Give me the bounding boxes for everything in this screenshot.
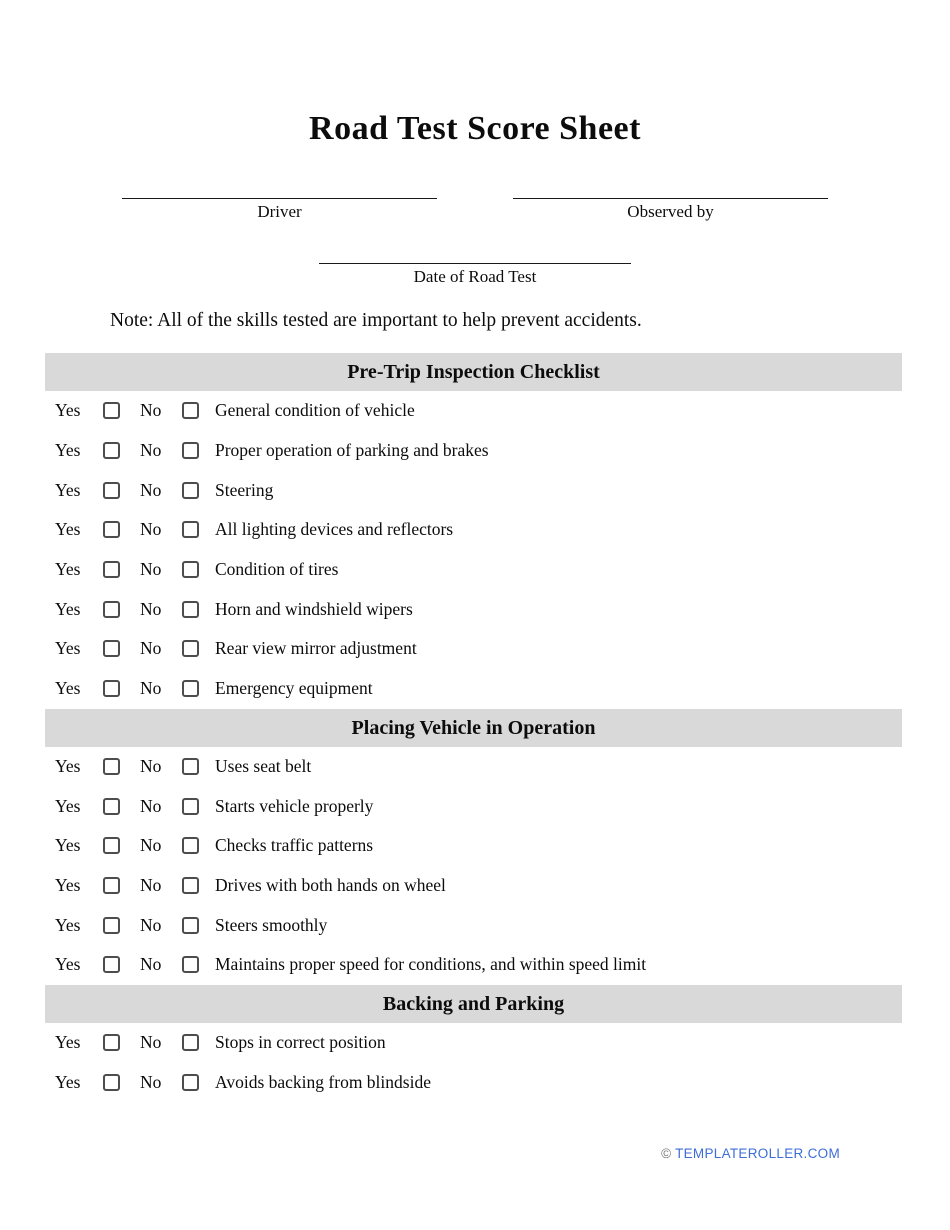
- yes-label: Yes: [55, 1031, 81, 1052]
- note-text: Note: All of the skills tested are important to help prevent accidents.: [110, 310, 642, 331]
- checklist-item-label: Avoids backing from blindside: [215, 1071, 431, 1092]
- checklist-row: [0, 431, 950, 471]
- yes-checkbox[interactable]: [103, 798, 120, 815]
- yes-checkbox[interactable]: [103, 837, 120, 854]
- no-label: No: [140, 755, 162, 776]
- checklist-item-label: Uses seat belt: [215, 755, 312, 776]
- yes-checkbox[interactable]: [103, 442, 120, 459]
- checklist-row: [0, 866, 950, 906]
- no-checkbox[interactable]: [182, 521, 199, 538]
- yes-label: Yes: [55, 400, 81, 421]
- no-label: No: [140, 678, 162, 699]
- checklist-row: [0, 826, 950, 866]
- no-checkbox[interactable]: [182, 917, 199, 934]
- no-label: No: [140, 795, 162, 816]
- checklist-item-label: Maintains proper speed for conditions, and within speed limit: [215, 954, 647, 975]
- no-checkbox[interactable]: [182, 877, 199, 894]
- no-label: No: [140, 954, 162, 975]
- no-checkbox[interactable]: [182, 561, 199, 578]
- yes-label: Yes: [55, 638, 81, 659]
- no-label: No: [140, 914, 162, 935]
- no-label: No: [140, 638, 162, 659]
- yes-checkbox[interactable]: [103, 482, 120, 499]
- section-header: Placing Vehicle in Operation: [45, 709, 902, 747]
- no-label: No: [140, 598, 162, 619]
- checklist-sections: [0, 353, 950, 1102]
- footer-credit: [0, 1146, 950, 1161]
- yes-label: Yes: [55, 479, 81, 500]
- yes-checkbox[interactable]: [103, 917, 120, 934]
- no-checkbox[interactable]: [182, 680, 199, 697]
- no-checkbox[interactable]: [182, 402, 199, 419]
- checklist-item-label: Starts vehicle properly: [215, 795, 374, 816]
- no-checkbox[interactable]: [182, 601, 199, 618]
- checklist-item-label: General condition of vehicle: [215, 400, 415, 421]
- no-label: No: [140, 874, 162, 895]
- section-header: Backing and Parking: [45, 985, 902, 1023]
- observed-by-label: Observed by: [627, 202, 714, 221]
- yes-label: Yes: [55, 755, 81, 776]
- no-checkbox[interactable]: [182, 956, 199, 973]
- checklist-item-label: Checks traffic patterns: [215, 835, 374, 856]
- checklist-row: [0, 550, 950, 590]
- yes-label: Yes: [55, 598, 81, 619]
- yes-label: Yes: [55, 440, 81, 461]
- yes-checkbox[interactable]: [103, 601, 120, 618]
- checklist-row: [0, 1062, 950, 1102]
- copyright-icon: ©: [661, 1146, 672, 1161]
- checklist-row: [0, 1023, 950, 1063]
- no-label: No: [140, 479, 162, 500]
- yes-checkbox[interactable]: [103, 521, 120, 538]
- checklist-item-label: Stops in correct position: [215, 1031, 386, 1052]
- checklist-item-label: Emergency equipment: [215, 678, 373, 699]
- yes-checkbox[interactable]: [103, 402, 120, 419]
- no-checkbox[interactable]: [182, 482, 199, 499]
- driver-signature-line[interactable]: [122, 198, 437, 199]
- section-header: Pre-Trip Inspection Checklist: [45, 353, 902, 391]
- no-checkbox[interactable]: [182, 798, 199, 815]
- no-checkbox[interactable]: [182, 640, 199, 657]
- checklist-item-label: Condition of tires: [215, 559, 339, 580]
- observed-by-field: [513, 198, 828, 222]
- date-line[interactable]: [319, 263, 631, 264]
- page-title: Road Test Score Sheet: [309, 110, 641, 147]
- checklist-row: [0, 747, 950, 787]
- checklist-row: [0, 945, 950, 985]
- checklist-row: [0, 470, 950, 510]
- yes-label: Yes: [55, 559, 81, 580]
- yes-checkbox[interactable]: [103, 680, 120, 697]
- signature-row: [0, 198, 950, 222]
- yes-checkbox[interactable]: [103, 758, 120, 775]
- checklist-row: [0, 669, 950, 709]
- date-field: [319, 263, 631, 287]
- yes-label: Yes: [55, 519, 81, 540]
- checklist-item-label: Steering: [215, 479, 274, 500]
- checklist-item-label: All lighting devices and reflectors: [215, 519, 454, 540]
- no-checkbox[interactable]: [182, 758, 199, 775]
- driver-label: Driver: [257, 202, 302, 221]
- no-label: No: [140, 400, 162, 421]
- checklist-item-label: Proper operation of parking and brakes: [215, 440, 489, 461]
- checklist-item-label: Steers smoothly: [215, 914, 328, 935]
- driver-field: [122, 198, 437, 222]
- checklist-item-label: Rear view mirror adjustment: [215, 638, 417, 659]
- yes-checkbox[interactable]: [103, 877, 120, 894]
- no-label: No: [140, 1071, 162, 1092]
- templateroller-link[interactable]: TEMPLATEROLLER.COM: [675, 1146, 840, 1161]
- yes-checkbox[interactable]: [103, 1074, 120, 1091]
- yes-label: Yes: [55, 795, 81, 816]
- yes-label: Yes: [55, 874, 81, 895]
- checklist-item-label: Drives with both hands on wheel: [215, 874, 446, 895]
- no-label: No: [140, 519, 162, 540]
- checklist-row: [0, 589, 950, 629]
- yes-checkbox[interactable]: [103, 561, 120, 578]
- no-label: No: [140, 835, 162, 856]
- checklist-item-label: Horn and windshield wipers: [215, 598, 413, 619]
- yes-checkbox[interactable]: [103, 640, 120, 657]
- checklist-row: [0, 905, 950, 945]
- observed-by-signature-line[interactable]: [513, 198, 828, 199]
- yes-checkbox[interactable]: [103, 1034, 120, 1051]
- no-checkbox[interactable]: [182, 1034, 199, 1051]
- no-label: No: [140, 559, 162, 580]
- no-checkbox[interactable]: [182, 837, 199, 854]
- yes-checkbox[interactable]: [103, 956, 120, 973]
- no-checkbox[interactable]: [182, 1074, 199, 1091]
- checklist-row: [0, 786, 950, 826]
- date-label: Date of Road Test: [413, 267, 537, 286]
- checklist-row: [0, 391, 950, 431]
- date-row: [0, 263, 950, 287]
- yes-label: Yes: [55, 835, 81, 856]
- yes-label: Yes: [55, 954, 81, 975]
- no-checkbox[interactable]: [182, 442, 199, 459]
- no-label: No: [140, 440, 162, 461]
- no-label: No: [140, 1031, 162, 1052]
- yes-label: Yes: [55, 1071, 81, 1092]
- checklist-row: [0, 629, 950, 669]
- checklist-row: [0, 510, 950, 550]
- yes-label: Yes: [55, 914, 81, 935]
- yes-label: Yes: [55, 678, 81, 699]
